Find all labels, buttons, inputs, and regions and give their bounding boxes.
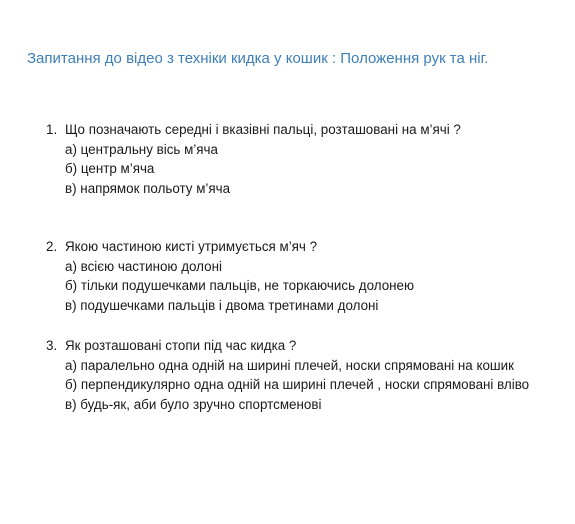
answer-option-b: б) перпендикулярно одна одній на ширині плечей , носки спрямовані вліво (65, 377, 530, 392)
answer-options (65, 140, 551, 199)
question-text: Як розташовані стопи під час кидка ? (65, 338, 297, 353)
question-text: Якою частиною кисті утримується м’яч ? (65, 239, 318, 254)
question-3 (46, 336, 551, 414)
answer-option-a: а) паралельно одна одній на ширині плечей, носки спрямовані на кошик (65, 357, 515, 373)
answer-option-a: а) центральну вісь м’яча (65, 141, 218, 157)
question-text: Що позначають середні і вказівні пальці, розташовані на м’ячі ? (65, 122, 461, 137)
answer-option-c: в) подушечками пальців і двома третинами долоні (65, 297, 379, 313)
question-number: 2. (46, 239, 58, 254)
answer-option-b: б) центр м’яча (65, 161, 155, 176)
answer-option-c: в) напрямок польоту м’яча (65, 180, 231, 196)
page-title: Запитання до відео з техніки кидка у кошик : Положення рук та ніг. (27, 50, 489, 67)
question-2 (46, 237, 551, 315)
answer-options (65, 257, 551, 316)
answer-option-b: б) тільки подушечками пальців, не торкаючись долонею (65, 278, 415, 293)
answer-option-a: а) всією частиною долоні (65, 258, 222, 274)
question-1 (46, 120, 551, 198)
answer-options (65, 356, 551, 415)
question-number: 3. (46, 338, 58, 353)
answer-option-c: в) будь-як, аби було зручно спортсменові (65, 396, 322, 412)
question-number: 1. (46, 122, 58, 137)
